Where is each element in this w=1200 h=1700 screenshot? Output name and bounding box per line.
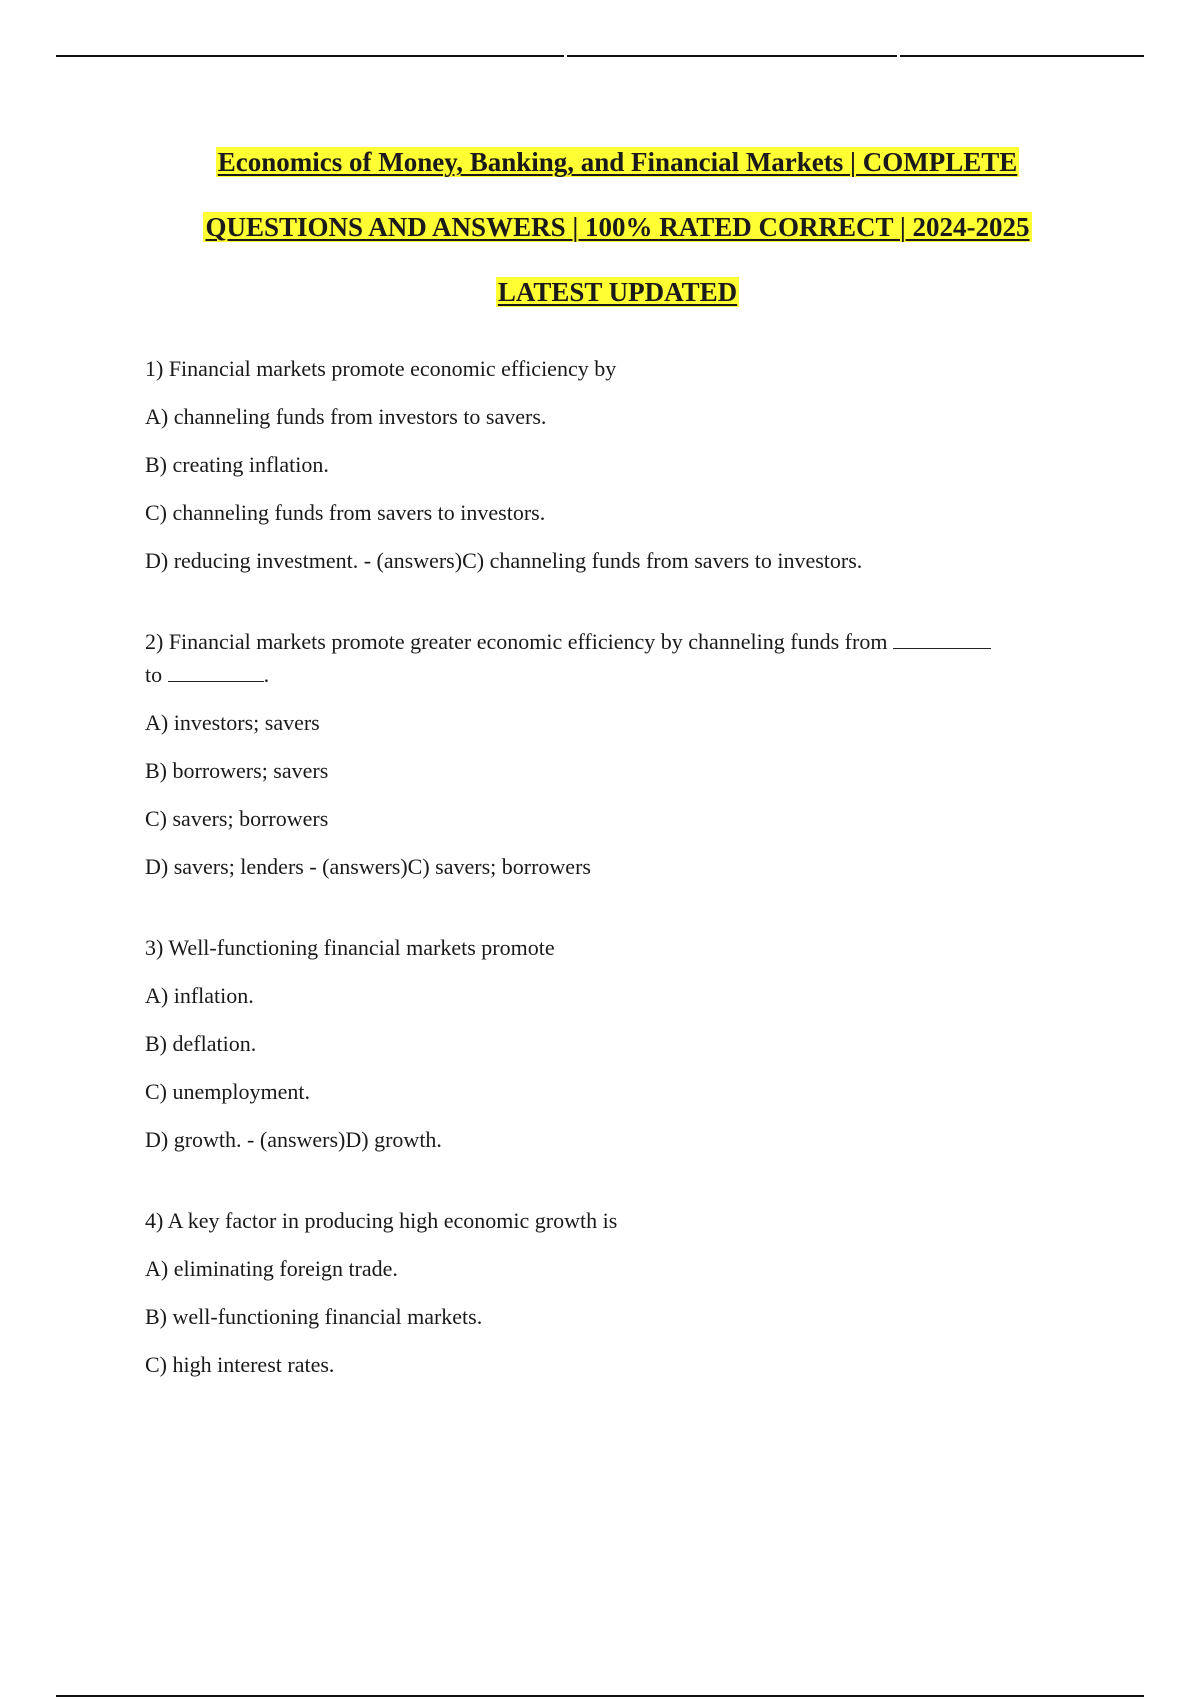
title-line: LATEST UPDATED (497, 277, 738, 307)
fill-in-blank (168, 663, 264, 682)
question-stem: 1) Financial markets promote economic efficiency by (145, 356, 617, 381)
answer-option: B) deflation. (145, 1031, 257, 1056)
answer-option: C) savers; borrowers (145, 806, 329, 831)
answer-option: A) channeling funds from investors to savers. (145, 404, 547, 429)
question-4 (145, 1204, 1075, 1381)
footer-rule (56, 1695, 1144, 1697)
answer-option: A) inflation. (145, 983, 254, 1008)
answer-option: A) eliminating foreign trade. (145, 1256, 398, 1281)
question-stem: 4) A key factor in producing high economic growth is (145, 1208, 618, 1233)
header-rule-segment (900, 55, 1144, 57)
header-rule-segment (567, 55, 897, 57)
question-3 (145, 931, 1075, 1156)
question-list (145, 352, 1075, 1429)
question-stem: 2) Financial markets promote greater economic efficiency by channeling funds from to . (145, 625, 1075, 691)
document-title (120, 142, 1115, 337)
title-line: QUESTIONS AND ANSWERS | 100% RATED CORRECT | 2024-2025 (205, 212, 1030, 242)
question-stem: 3) Well-functioning financial markets promote (145, 935, 555, 960)
answer-option: D) savers; lenders - (answers)C) savers; borrowers (145, 854, 591, 879)
title-line: Economics of Money, Banking, and Financial Markets | COMPLETE (217, 147, 1018, 177)
question-1 (145, 352, 1075, 577)
answer-option: D) growth. - (answers)D) growth. (145, 1127, 442, 1152)
answer-option: B) well-functioning financial markets. (145, 1304, 483, 1329)
answer-option: C) high interest rates. (145, 1352, 335, 1377)
answer-option: C) channeling funds from savers to investors. (145, 500, 546, 525)
fill-in-blank (893, 630, 991, 649)
answer-option: B) creating inflation. (145, 452, 329, 477)
answer-option: B) borrowers; savers (145, 758, 329, 783)
answer-option: A) investors; savers (145, 710, 320, 735)
answer-option: C) unemployment. (145, 1079, 310, 1104)
answer-option: D) reducing investment. - (answers)C) channeling funds from savers to investors. (145, 548, 863, 573)
question-2 (145, 625, 1075, 883)
header-rule-segment (56, 55, 564, 57)
